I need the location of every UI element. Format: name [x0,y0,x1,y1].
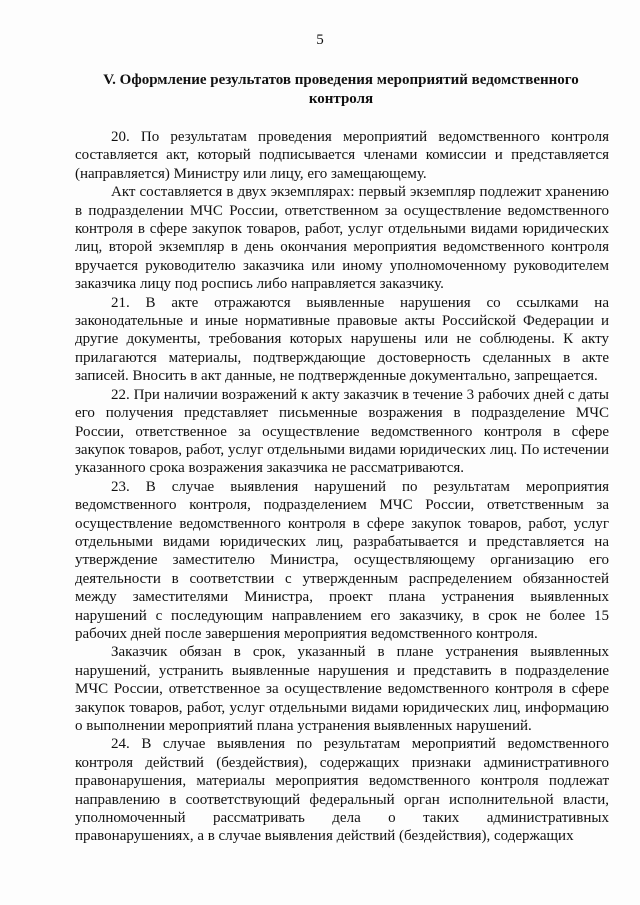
section-title: V. Оформление результатов проведения мероприятий ведомственного контроля [103,72,579,107]
paragraph-20: 20. По результатам проведения мероприятий ведомственного контроля составляется акт, который подписывается членами комиссии и представляется (направляется) Министру или лицу, его замещающему. [75,129,609,182]
paragraph-act-copies: Акт составляется в двух экземплярах: первый экземпляр подлежит хранению в подразделении МЧС России, ответственном за осуществление ведомственного контроля в сфере закупок товаров, работ, услуг отдельными видами юридических лиц, второй экземпляр в день окончания мероприятия ведомственного контроля вручается руководителю заказчика или иному уполномоченному руководителем заказчика лицу под роспись либо направляется заказчику. [75,184,609,293]
paragraph-22: 22. При наличии возражений к акту заказчик в течение 3 рабочих дней с даты его получения представляет письменные возражения в подразделение МЧС России, ответственное за осуществление ведомственного контроля в сфере закупок товаров, работ, услуг отдельными видами юридических лиц. По истечении указанного срока возражения заказчика не рассматриваются. [75,386,609,477]
paragraph-23: 23. В случае выявления нарушений по результатам мероприятия ведомственного контроля, подразделением МЧС России, ответственным за осуществление ведомственного контроля в сфере закупок товаров, работ, услуг отдельными видами юридических лиц, разрабатывается и представляется на утверждение заместителю Министра, осуществляющему организацию его деятельности в соответствии с утвержденным распределением обязанностей между заместителями Министра, проект плана устранения выявленных нарушений с последующим направлением его заказчику, в срок не более 15 рабочих дней после завершения мероприятия ведомственного контроля. [75,478,609,642]
paragraph-24: 24. В случае выявления по результатам мероприятий ведомственного контроля действий (бездействия), содержащих признаки административного правонарушения, материалы мероприятия ведомственного контроля подлежат направлению в соответствующий федеральный орган исполнительной власти, уполномоченный рассматривать дела о таких административных правонарушениях, а в случае выявления действий (бездействия), содержащих [75,736,609,845]
page-number: 5 [316,32,324,48]
paragraph-customer-obligation: Заказчик обязан в срок, указанный в плане устранения выявленных нарушений, устранить выявленные нарушения и представить в подразделение МЧС России, ответственное за осуществление ведомственного контроля в сфере закупок товаров, работ, услуг отдельными видами юридических лиц, информацию о выполнении мероприятий плана устранения выявленных нарушений. [75,644,609,734]
paragraph-21: 21. В акте отражаются выявленные нарушения со ссылками на законодательные и иные нормативные правовые акты Российской Федерации и другие документы, требования которых нарушены или не соблюдены. К акту прилагаются материалы, подтверждающие достоверность сделанных в акте записей. Вносить в акт данные, не подтвержденные документально, запрещается. [75,294,609,385]
document-body [75,128,609,846]
